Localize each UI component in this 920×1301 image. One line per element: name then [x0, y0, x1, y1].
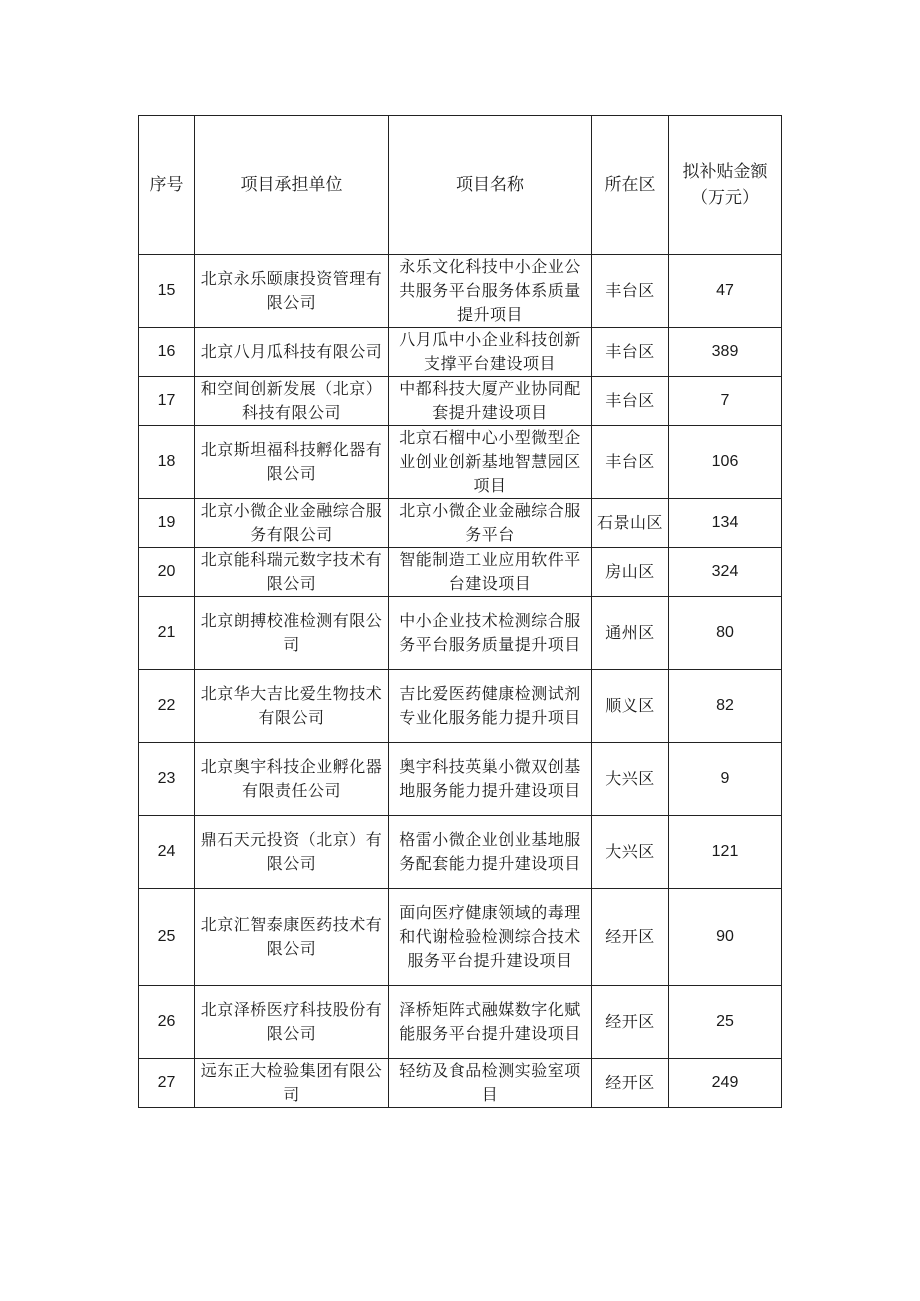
table-row	[139, 743, 782, 816]
district: 顺义区	[592, 670, 669, 743]
serial-no: 27	[139, 1059, 195, 1108]
table-row	[139, 889, 782, 986]
serial-no: 26	[139, 986, 195, 1059]
district: 大兴区	[592, 743, 669, 816]
table-row	[139, 670, 782, 743]
subsidy-amount: 106	[669, 426, 782, 499]
table-row	[139, 328, 782, 377]
table-row	[139, 816, 782, 889]
subsidy-amount: 249	[669, 1059, 782, 1108]
subsidy-amount: 389	[669, 328, 782, 377]
table-row	[139, 255, 782, 328]
district: 丰台区	[592, 328, 669, 377]
project-name: 泽桥矩阵式融媒数字化赋能服务平台提升建设项目	[389, 986, 592, 1059]
header-row	[139, 116, 782, 255]
district: 经开区	[592, 986, 669, 1059]
district: 经开区	[592, 1059, 669, 1108]
serial-no: 25	[139, 889, 195, 986]
serial-no: 17	[139, 377, 195, 426]
undertaking-unit: 和空间创新发展（北京）科技有限公司	[195, 377, 389, 426]
table-row	[139, 1059, 782, 1108]
project-name: 奥宇科技英巢小微双创基地服务能力提升建设项目	[389, 743, 592, 816]
subsidy-amount: 7	[669, 377, 782, 426]
project-name: 格雷小微企业创业基地服务配套能力提升建设项目	[389, 816, 592, 889]
table-row	[139, 377, 782, 426]
undertaking-unit: 远东正大检验集团有限公司	[195, 1059, 389, 1108]
undertaking-unit: 北京朗搏校准检测有限公司	[195, 597, 389, 670]
district: 房山区	[592, 548, 669, 597]
project-name: 吉比爱医药健康检测试剂专业化服务能力提升项目	[389, 670, 592, 743]
undertaking-unit: 北京斯坦福科技孵化器有限公司	[195, 426, 389, 499]
project-name: 智能制造工业应用软件平台建设项目	[389, 548, 592, 597]
undertaking-unit: 北京小微企业金融综合服务有限公司	[195, 499, 389, 548]
district: 丰台区	[592, 426, 669, 499]
project-name: 八月瓜中小企业科技创新支撑平台建设项目	[389, 328, 592, 377]
district: 通州区	[592, 597, 669, 670]
subsidy-amount: 90	[669, 889, 782, 986]
undertaking-unit: 北京泽桥医疗科技股份有限公司	[195, 986, 389, 1059]
serial-no: 21	[139, 597, 195, 670]
header-undertaking-unit: 项目承担单位	[195, 116, 389, 255]
district: 石景山区	[592, 499, 669, 548]
project-name: 中都科技大厦产业协同配套提升建设项目	[389, 377, 592, 426]
district: 丰台区	[592, 377, 669, 426]
subsidy-amount: 47	[669, 255, 782, 328]
district: 大兴区	[592, 816, 669, 889]
serial-no: 18	[139, 426, 195, 499]
project-name: 北京石榴中心小型微型企业创业创新基地智慧园区项目	[389, 426, 592, 499]
undertaking-unit: 北京汇智泰康医药技术有限公司	[195, 889, 389, 986]
undertaking-unit: 北京能科瑞元数字技术有限公司	[195, 548, 389, 597]
serial-no: 20	[139, 548, 195, 597]
project-name: 中小企业技术检测综合服务平台服务质量提升项目	[389, 597, 592, 670]
undertaking-unit: 鼎石天元投资（北京）有限公司	[195, 816, 389, 889]
project-name: 面向医疗健康领域的毒理和代谢检验检测综合技术服务平台提升建设项目	[389, 889, 592, 986]
serial-no: 15	[139, 255, 195, 328]
serial-no: 16	[139, 328, 195, 377]
undertaking-unit: 北京永乐颐康投资管理有限公司	[195, 255, 389, 328]
table-row	[139, 986, 782, 1059]
undertaking-unit: 北京八月瓜科技有限公司	[195, 328, 389, 377]
undertaking-unit: 北京华大吉比爱生物技术有限公司	[195, 670, 389, 743]
undertaking-unit: 北京奥宇科技企业孵化器有限责任公司	[195, 743, 389, 816]
table-row	[139, 499, 782, 548]
project-name: 永乐文化科技中小企业公共服务平台服务体系质量提升项目	[389, 255, 592, 328]
header-subsidy-amount: 拟补贴金额（万元）	[669, 116, 782, 255]
header-district: 所在区	[592, 116, 669, 255]
subsidy-amount: 324	[669, 548, 782, 597]
subsidy-amount: 25	[669, 986, 782, 1059]
subsidy-amount: 82	[669, 670, 782, 743]
project-name: 北京小微企业金融综合服务平台	[389, 499, 592, 548]
header-project-name: 项目名称	[389, 116, 592, 255]
serial-no: 22	[139, 670, 195, 743]
serial-no: 19	[139, 499, 195, 548]
serial-no: 23	[139, 743, 195, 816]
subsidy-amount: 134	[669, 499, 782, 548]
table-row	[139, 548, 782, 597]
subsidy-table	[138, 115, 782, 1108]
subsidy-amount: 9	[669, 743, 782, 816]
district: 经开区	[592, 889, 669, 986]
serial-no: 24	[139, 816, 195, 889]
subsidy-amount: 80	[669, 597, 782, 670]
header-serial-no: 序号	[139, 116, 195, 255]
district: 丰台区	[592, 255, 669, 328]
subsidy-amount: 121	[669, 816, 782, 889]
table-row	[139, 597, 782, 670]
project-name: 轻纺及食品检测实验室项目	[389, 1059, 592, 1108]
table-row	[139, 426, 782, 499]
